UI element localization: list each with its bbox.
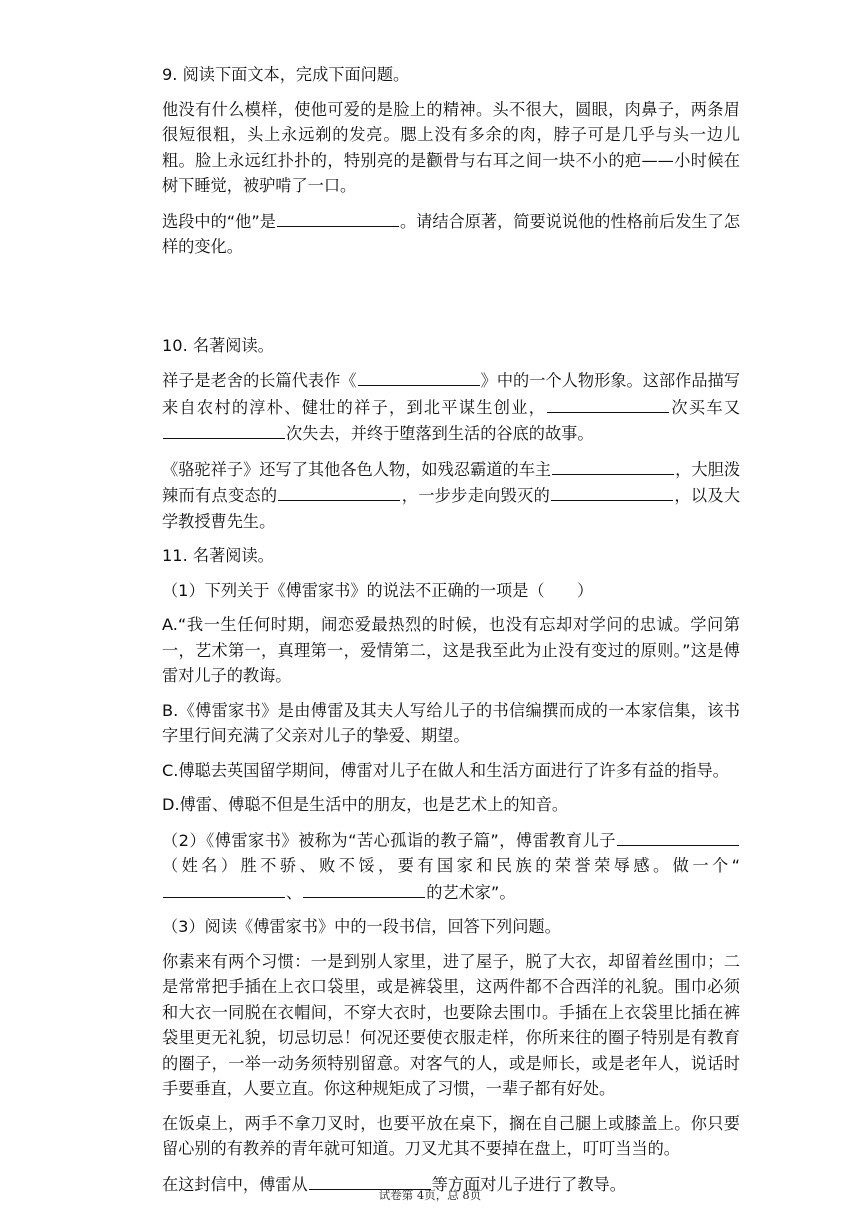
answer-blank[interactable] — [551, 482, 673, 501]
text-segment: 次失去，并终于堕落到生活的谷底的故事。 — [286, 424, 594, 443]
text-segment: 《骆驼祥子》还写了其他各色人物，如残忍霸道的车主 — [162, 459, 552, 479]
answer-blank[interactable] — [617, 827, 739, 846]
question-10-title: 10. 名著阅读。 — [162, 335, 274, 355]
text-segment: ，一步步走向毁灭的 — [401, 486, 551, 505]
text-segment: 祥子是老舍的长篇代表作《 — [162, 371, 357, 390]
text-segment: 、 — [286, 882, 303, 902]
option-a: A.“我一生任何时期，闹恋爱最热烈的时候，也没有忘却对学问的忠诚。学问第一，艺术第一，真理第一，爱情第二，这是我至此为止没有变过的原则。”这是傅雷对儿子的教诲。 — [162, 615, 740, 685]
option-c: C.傅聪去英国留学期间，傅雷对儿子在做人和生活方面进行了许多有益的指导。 — [162, 760, 729, 780]
answer-blank[interactable] — [303, 879, 425, 898]
question-9-passage: 他没有什么模样，使他可爱的是脸上的精神。头不很大，圆眼，肉鼻子，两条眉很短很粗，头上永远剃的发亮。腮上没有多余的肉，脖子可是几乎与头一边儿粗。脸上永远红扑扑的，特别亮的是颧骨与右耳之间一块不小的疤——小时候在树下睡觉，被驴啃了一口。 — [162, 99, 740, 195]
option-d: D.傅雷、傅聪不但是生活中的朋友，也是艺术上的知音。 — [162, 795, 569, 814]
text-segment: 》中的一个人物形象。这部作品描写来自农村的淳朴、健壮的祥子，到北平谋生创业， — [162, 371, 741, 417]
answer-blank[interactable] — [547, 394, 669, 413]
text-segment: （2）《傅雷家书》被称为“苦心孤诣的教子篇”，傅雷教育儿子 — [162, 830, 616, 850]
page-content — [162, 62, 740, 1206]
question-9-prompt — [162, 208, 740, 260]
text-segment: （姓名）胜不骄、败不馁，要有国家和民族的荣誉荣辱感。做一个“ — [162, 856, 740, 875]
option-b: B.《傅雷家书》是由傅雷及其夫人写给儿子的书信编撰而成的一本家信集，该书字里行间充满了父亲对儿子的挚爱、期望。 — [162, 700, 740, 745]
text-segment: ，以及大学教授曹先生。 — [162, 486, 741, 531]
letter-paragraph-1: 你素来有两个习惯：一是到别人家里，进了屋子，脱了大衣，却留着丝围巾；二是常常把手插在上衣口袋里，或是裤袋里，这两件都不合西洋的礼貌。围巾必须和大衣一同脱在衣帽间，不穿大衣时，也要除去围巾。手插在上衣袋里比插在裤袋里更无礼貌，切忌切忌！何况还要使衣服走样，你所来往的圈子特别是有教育的圈子，一举一动务须特别留意。对客气的人，或是师长，或是老年人，说话时手要垂直，人要立直。你这种规矩成了习惯，一辈子都有好处。 — [162, 951, 740, 1098]
answer-blank[interactable] — [163, 420, 285, 439]
question-11-sub-3: （3）阅读《傅雷家书》中的一段书信，回答下列问题。 — [162, 917, 561, 936]
answer-blank[interactable] — [278, 482, 400, 501]
question-9-prompt-a: 选段中的“他”是 — [162, 211, 276, 231]
question-9-title: 9. 阅读下面文本，完成下面问题。 — [162, 65, 410, 84]
question-9-prompt-b: 。请结合原著，简要说说他的性格前后发生了怎样的变化。 — [162, 211, 741, 256]
text-segment: ，大胆泼辣而有点变态的 — [162, 459, 741, 505]
page-footer: 试卷第 4页，总 8页 — [378, 1188, 482, 1202]
answer-blank[interactable] — [163, 879, 285, 898]
answer-space — [162, 269, 740, 333]
text-segment: 等方面对儿子进行了教导。 — [431, 1174, 626, 1194]
text-segment: 在这封信中，傅雷从 — [162, 1174, 308, 1194]
question-11-sub-2 — [162, 827, 740, 906]
letter-paragraph-2: 在饭桌上，两手不拿刀叉时，也要平放在桌下，搁在自己腿上或膝盖上。你只要留心别的有教养的青年就可知道。刀叉尤其不要掉在盘上，叮叮当当的。 — [162, 1113, 740, 1158]
question-10-paragraph-1 — [162, 367, 740, 447]
answer-blank[interactable] — [277, 208, 399, 227]
answer-blank[interactable] — [358, 367, 480, 386]
question-10-paragraph-2 — [162, 456, 740, 535]
answer-blank[interactable] — [552, 456, 674, 475]
text-segment: 的艺术家”。 — [426, 882, 516, 902]
question-11-sub-1: （1）下列关于《傅雷家书》的说法不正确的一项是（ ） — [162, 580, 594, 600]
question-11-title: 11. 名著阅读。 — [162, 546, 274, 565]
text-segment: 次买车又 — [670, 397, 741, 417]
